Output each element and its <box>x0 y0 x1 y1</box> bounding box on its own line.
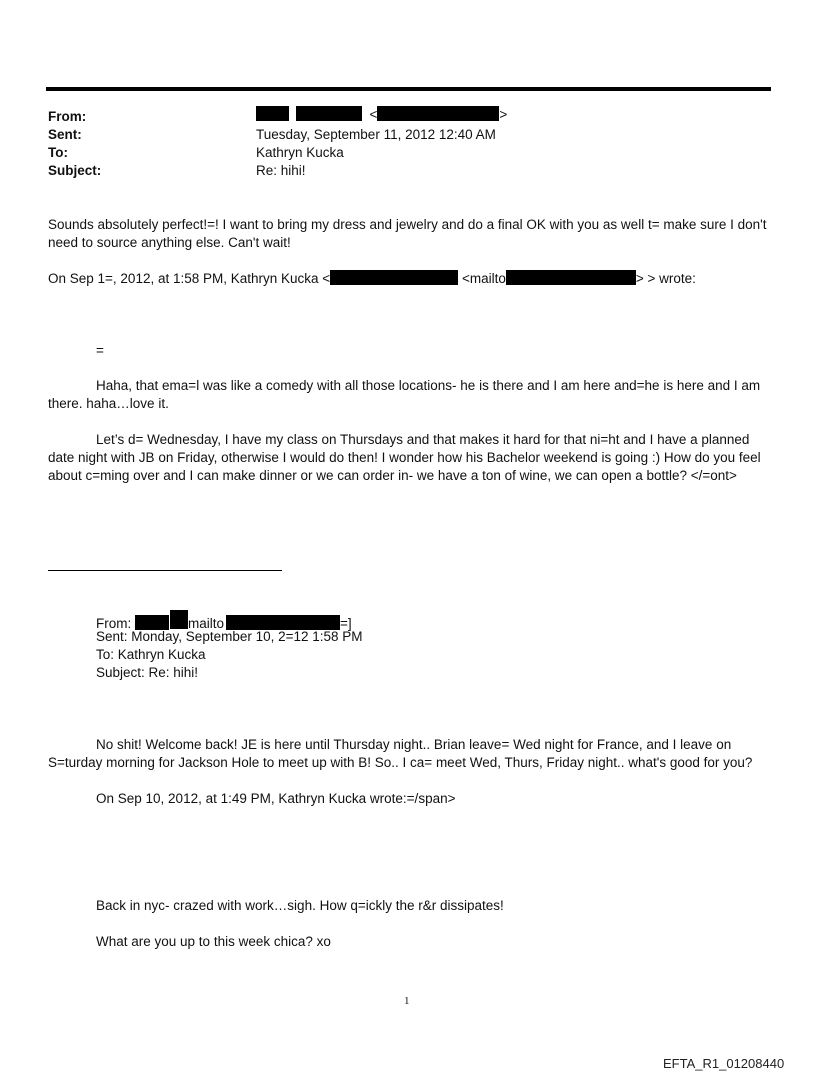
body-paragraph: Sounds absolutely perfect!=! I want to bring my dress and jewelry and do a final OK with you as well t= make sure I don't need to source anything else. Can't wait! <box>48 217 767 250</box>
document-id: EFTA_R1_01208440 <box>663 1056 785 1071</box>
redaction-box <box>330 270 458 285</box>
from-lt: < <box>369 107 378 122</box>
quote-header-text: On Sep 1=, 2012, at 1:58 PM, Kathryn Kucka < <box>48 271 331 286</box>
quote-wrote-text: > > wrote: <box>635 271 696 286</box>
redaction-box <box>296 106 362 121</box>
page-number: 1 <box>404 995 410 1007</box>
body-paragraph: Haha, that ema=l was like a comedy with all those locations- he is there and I am here and=he is here and I am there. haha…love it. <box>48 378 761 411</box>
sent-value: Tuesday, September 11, 2012 12:40 AM <box>256 127 496 142</box>
redaction-box <box>377 106 499 121</box>
body-paragraph: What are you up to this week chica? xo <box>96 934 331 949</box>
equals-sign: = <box>96 343 104 358</box>
inner-to: To: Kathryn Kucka <box>96 647 206 662</box>
inner-from-end: =] <box>340 616 352 631</box>
redaction-box <box>256 106 289 121</box>
to-label: To: <box>48 145 68 160</box>
divider-line <box>48 570 282 571</box>
from-gt: > <box>499 107 508 122</box>
body-paragraph: Let’s d= Wednesday, I have my class on Thursdays and that makes it hard for that ni=ht and I have a planned date night with JB on Friday, otherwise I would do then! I wonder how his Bachelor weekend is going :) How do you feel about c=ming over and I can make dinner or we can order in- we have a ton of wine, we can open a bottle? </=ont> <box>48 432 761 483</box>
header-rule <box>46 87 771 91</box>
subject-label: Subject: <box>48 163 102 178</box>
inner-from-label: From: <box>96 616 135 631</box>
quote-header-2: On Sep 10, 2012, at 1:49 PM, Kathryn Kucka wrote:=/span> <box>96 791 456 806</box>
body-paragraph: No shit! Welcome back! JE is here until Thursday night.. Brian leave= Wed night for France, and I leave on S=turday morning for Jackson Hole to meet up with B! So.. I ca= meet Wed, Thurs, Friday night.. what's good for you? <box>48 737 753 770</box>
quote-mailto-text: <mailto <box>458 271 506 286</box>
sent-label: Sent: <box>48 127 82 142</box>
subject-value: Re: hihi! <box>256 163 306 178</box>
quote-header <box>48 270 696 288</box>
inner-sent: Sent: Monday, September 10, 2=12 1:58 PM <box>96 629 363 644</box>
redaction-box <box>506 270 636 285</box>
inner-subject: Subject: Re: hihi! <box>96 665 199 680</box>
from-label: From: <box>48 109 87 124</box>
from-value <box>256 106 507 124</box>
inner-mailto-text: mailto <box>188 616 225 631</box>
to-value: Kathryn Kucka <box>256 145 344 160</box>
body-paragraph: Back in nyc- crazed with work…sigh. How q=ickly the r&r dissipates! <box>96 898 504 913</box>
redaction-box <box>170 610 188 629</box>
